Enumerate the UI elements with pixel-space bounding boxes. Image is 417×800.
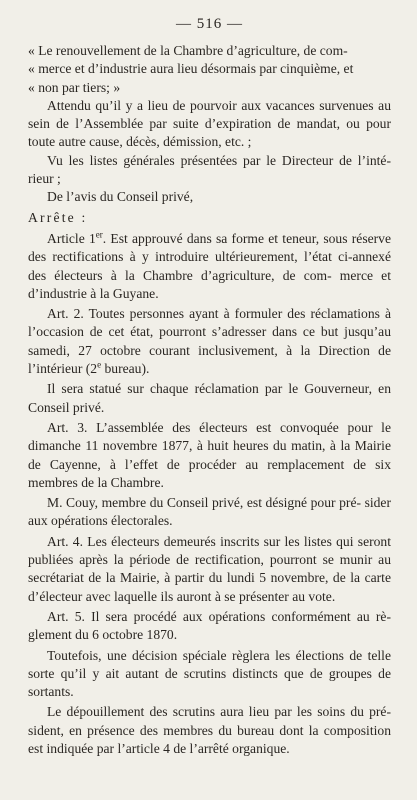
paragraph-couy: M. Couy, membre du Conseil privé, est désigné pour pré- sider aux opérations électorales. [28, 495, 391, 529]
paragraph-depouillement: Le dépouillement des scrutins aura lieu par les soins du pré- sident, en présence des membres du bureau dont la composition est indiquée par l’article 4 de l’arrêté organique. [28, 704, 391, 756]
paragraph-article-5: Art. 5. Il sera procédé aux opérations conformément au rè- glement du 6 octobre 1870. [28, 608, 391, 643]
quote-line-3: « non par tiers; » [28, 79, 121, 95]
paragraph-vu: Vu les listes générales présentées par le Directeur de l’inté- rieur ; [28, 152, 391, 187]
paragraph-article-4: Art. 4. Les électeurs demeurés inscrits sur les listes qui seront publiées après la période de rectification, pourront se munir au secrétariat de la Mairie, à partir du lundi 5 novembre, de la carte d’électeur avec laquelle ils auront à se présenter au vote. [28, 533, 391, 604]
paragraph-toutefois: Toutefois, une décision spéciale règlera les élections de telle sorte qu’il y ait autant de scrutins distincts que de groupes de sortants. [28, 647, 391, 700]
article-1-rest: . Est approuvé dans sa forme et teneur, sous réserve des rectifications à y introduire ultérieurement, l’état ci-annexé des électeurs à la Chambre d’agriculture, de com- merce et d’industrie à la Guyane. [28, 230, 391, 301]
page-number: — 516 — [176, 16, 243, 32]
paragraph-avis: De l’avis du Conseil privé, [47, 189, 194, 205]
article-1-superscript: er [95, 229, 103, 240]
paragraph-attendu: Attendu qu’il y a lieu de pourvoir aux vacances survenues au sein de l’Assemblée par suite d’expiration de mandat, ou pour toute autre cause, décès, démission, etc. ; [28, 97, 391, 150]
body-text [28, 42, 391, 758]
paragraph-article-2 [28, 305, 391, 378]
quote-line-2: « merce et d’industrie aura lieu désormais par cinquième, et [28, 61, 354, 77]
paragraph-article-3: Art. 3. L’assemblée des électeurs est convoquée pour le dimanche 11 novembre 1877, à huit heures du matin, à la Mairie de Cayenne, à l’effet de procéder au remplacement de six membres de la Chambre. [28, 419, 391, 490]
article-2-start: Art. 2. Toutes personnes ayant à formuler des réclamations à l’occasion de cet état, pourront s’adresser dans ce but jusqu’au samedi, 27 octobre courant inclusivement, à la Direction de l’intérieur (2 [28, 306, 391, 377]
article-2-superscript: e [97, 359, 102, 370]
article-1-start: Article 1 [47, 230, 96, 246]
paragraph-statue: Il sera statué sur chaque réclamation par le Gouverneur, en Conseil privé. [28, 381, 391, 415]
paragraph-article-1 [28, 230, 391, 303]
quote-line-1: « Le renouvellement de la Chambre d’agriculture, de com- [28, 43, 348, 58]
heading-arrete: Arrête : [28, 209, 88, 225]
article-2-end: bureau). [101, 361, 150, 377]
